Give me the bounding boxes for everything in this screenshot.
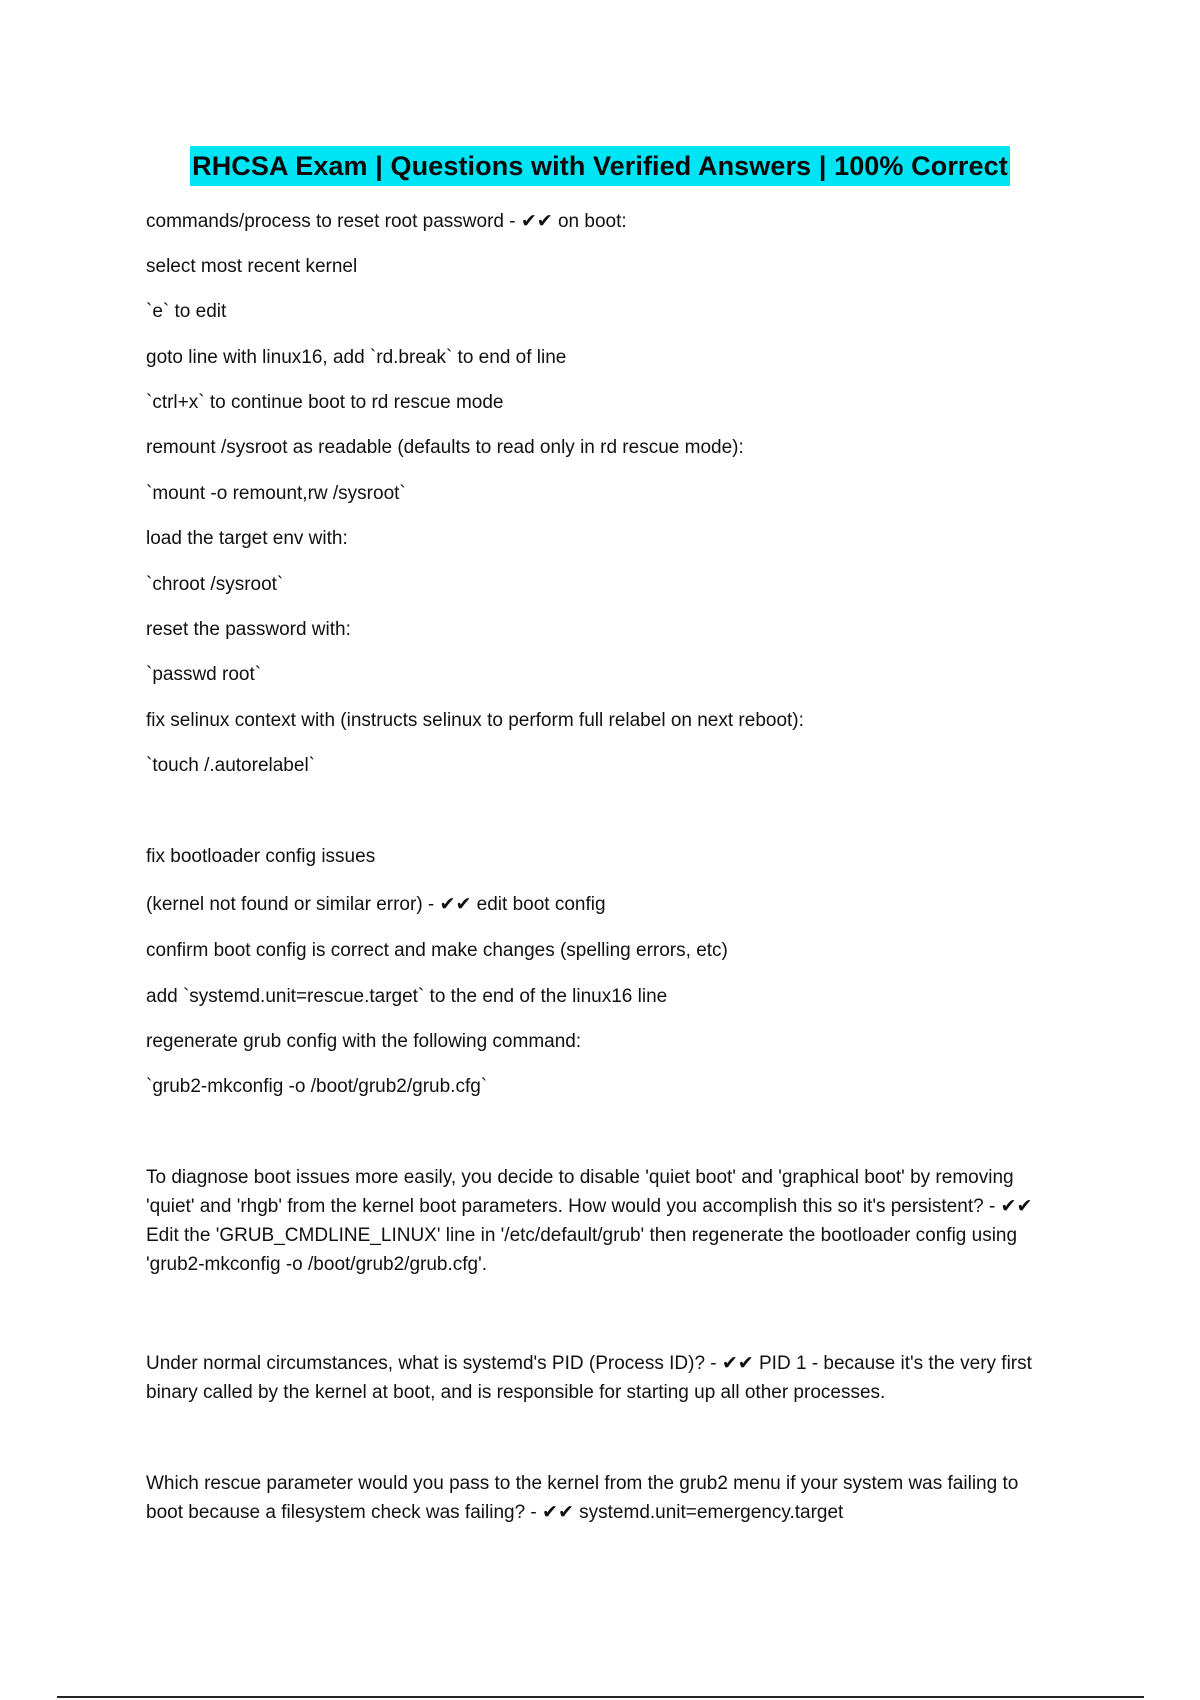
text-line: `touch /.autorelabel` xyxy=(146,755,315,776)
document-title: RHCSA Exam | Questions with Verified Answers | 100% Correct xyxy=(190,146,1010,186)
text-line: commands/process to reset root password - ✔✔ on boot: xyxy=(146,211,627,232)
text-line: load the target env with: xyxy=(146,528,348,549)
text-line: fix bootloader config issues xyxy=(146,846,376,867)
text-line: goto line with linux16, add `rd.break` to end of line xyxy=(146,347,567,368)
title-container xyxy=(0,146,1200,186)
text-line: `e` to edit xyxy=(146,301,227,322)
text-line: `ctrl+x` to continue boot to rd rescue mode xyxy=(146,392,504,413)
text-line: confirm boot config is correct and make changes (spelling errors, etc) xyxy=(146,940,728,961)
text-line: `passwd root` xyxy=(146,664,262,685)
text-line: (kernel not found or similar error) - ✔✔ edit boot config xyxy=(146,894,606,915)
text-line: fix selinux context with (instructs selinux to perform full relabel on next reboot): xyxy=(146,710,804,731)
text-line: select most recent kernel xyxy=(146,256,358,277)
footer-divider xyxy=(57,1696,1144,1698)
text-line: reset the password with: xyxy=(146,619,351,640)
qa-paragraph: Which rescue parameter would you pass to the kernel from the grub2 menu if your system was failing to boot because a filesystem check was failing? - ✔✔ systemd.unit=emergency.target xyxy=(146,1473,1019,1523)
qa-paragraph: To diagnose boot issues more easily, you decide to disable 'quiet boot' and 'graphical boot' by removing 'quiet' and 'rhgb' from the kernel boot parameters. How would you accomplish this so it's persistent? - ✔✔ Edit the 'GRUB_CMDLINE_LINUX' line in '/etc/default/grub' then regenerate the bootloader config using 'grub2-mkconfig -o /boot/grub2/grub.cfg'. xyxy=(146,1167,1033,1275)
text-line: `chroot /sysroot` xyxy=(146,574,284,595)
text-line: remount /sysroot as readable (defaults to read only in rd rescue mode): xyxy=(146,437,744,458)
qa-paragraph: Under normal circumstances, what is systemd's PID (Process ID)? - ✔✔ PID 1 - because it's the very first binary called by the kernel at boot, and is responsible for starting up all other processes. xyxy=(146,1353,1032,1403)
text-line: `grub2-mkconfig -o /boot/grub2/grub.cfg` xyxy=(146,1076,488,1097)
text-line: add `systemd.unit=rescue.target` to the end of the linux16 line xyxy=(146,986,668,1007)
text-line: `mount -o remount,rw /sysroot` xyxy=(146,483,406,504)
text-line: regenerate grub config with the following command: xyxy=(146,1031,582,1052)
